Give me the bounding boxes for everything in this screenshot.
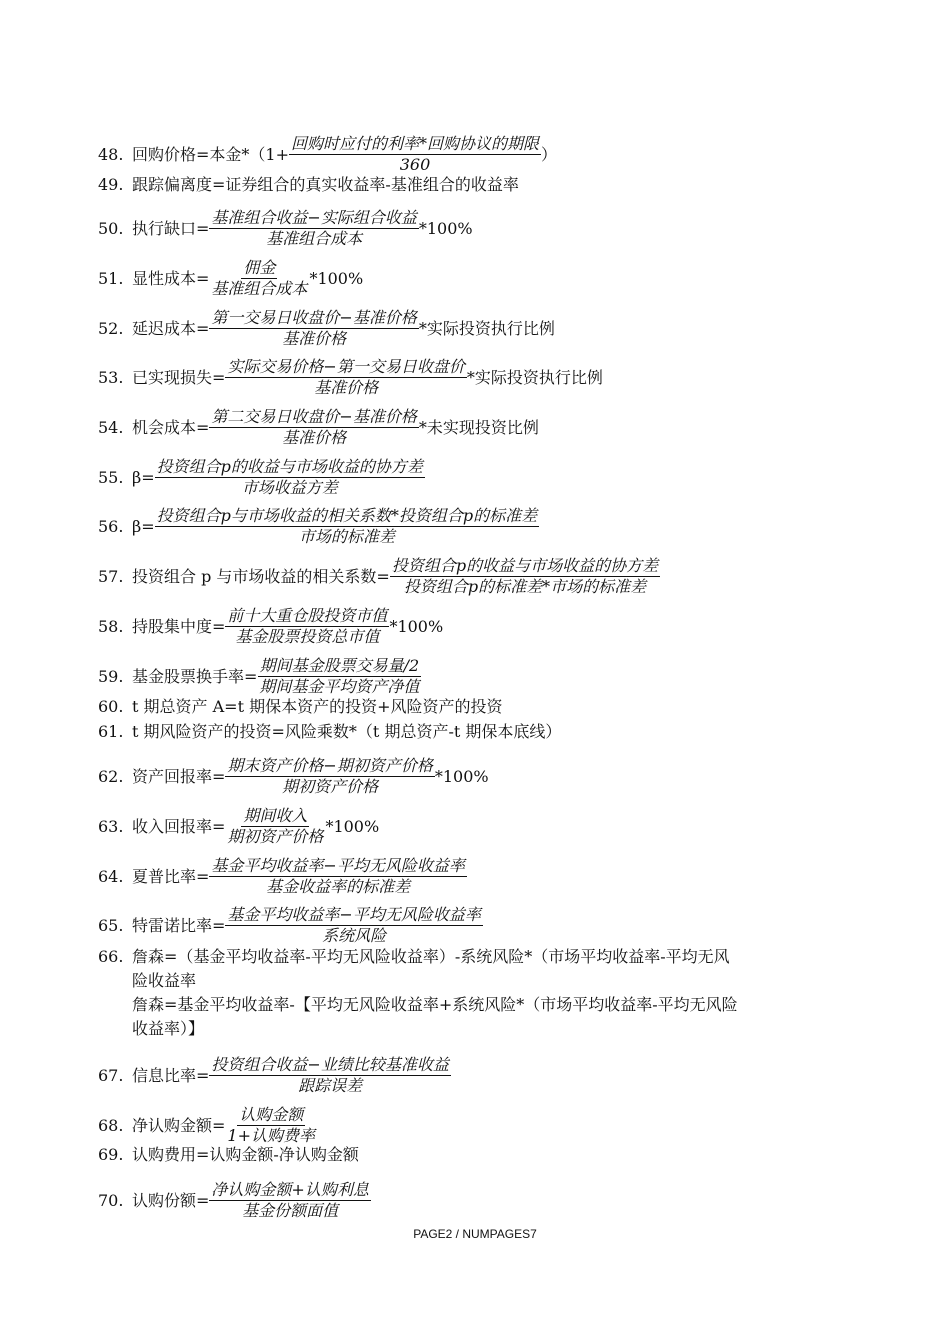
numerator: 第二交易日收盘价−基准价格 xyxy=(211,407,417,426)
item-number: 67. xyxy=(98,1065,124,1085)
denominator: 基金股票投资总市值 xyxy=(235,627,380,646)
fraction xyxy=(209,856,466,897)
formula-item xyxy=(98,695,850,719)
formula-item xyxy=(98,506,850,547)
formula-label: 夏普比率= xyxy=(132,866,210,886)
numerator: 期间基金股票交易量/2 xyxy=(259,656,420,675)
formula-item xyxy=(98,258,850,299)
item-number: 56. xyxy=(98,516,124,536)
formula-body xyxy=(132,856,850,897)
formula-label: 机会成本= xyxy=(132,417,210,437)
fraction xyxy=(225,806,325,847)
numerator: 投资组合p的收益与市场收益的协方差 xyxy=(391,556,659,575)
formula-line: 收益率）】 xyxy=(132,1019,205,1038)
formula-item xyxy=(98,1105,850,1146)
item-number: 51. xyxy=(98,268,124,288)
formula-body xyxy=(132,308,850,349)
fraction xyxy=(390,556,660,597)
item-number: 58. xyxy=(98,616,124,636)
item-number: 69. xyxy=(98,1145,124,1164)
formula-body xyxy=(132,208,850,249)
formula-text: t 期风险资产的投资=风险乘数*（t 期总资产-t 期保本底线） xyxy=(132,722,562,741)
denominator: 基金份额面值 xyxy=(242,1201,339,1220)
item-number: 59. xyxy=(98,666,124,686)
fraction xyxy=(209,258,309,299)
numerator: 期间收入 xyxy=(243,806,308,825)
formula-body xyxy=(132,606,850,647)
formula-item xyxy=(98,606,850,647)
formula-label: 基金股票换手率= xyxy=(132,666,258,686)
formula-line: 詹森=（基金平均收益率-平均无风险收益率）-系统风险*（市场平均收益率-平均无风 xyxy=(132,947,730,966)
item-number: 57. xyxy=(98,566,124,586)
fraction xyxy=(225,606,389,647)
formula-body xyxy=(132,357,850,398)
item-number: 54. xyxy=(98,417,124,437)
formula-suffix: *实际投资执行比例 xyxy=(418,318,555,338)
fraction xyxy=(209,1055,450,1096)
formula-item xyxy=(98,945,850,1041)
item-number: 62. xyxy=(98,766,124,786)
formula-suffix: *100% xyxy=(389,616,444,636)
formula-label: 执行缺口= xyxy=(132,218,210,238)
denominator: 基准价格 xyxy=(282,329,347,348)
item-number: 64. xyxy=(98,866,124,886)
formula-body xyxy=(132,457,850,498)
formula-item xyxy=(98,556,850,597)
formula-item xyxy=(98,720,850,744)
formula-label: 收入回报率= xyxy=(132,816,226,836)
numerator: 投资组合p与市场收益的相关系数*投资组合p的标准差 xyxy=(156,506,538,525)
formula-item xyxy=(98,173,850,197)
formula-label: 投资组合 p 与市场收益的相关系数= xyxy=(132,566,390,586)
denominator: 基准组合成本 xyxy=(211,279,308,298)
formula-suffix: *100% xyxy=(309,268,364,288)
formula-body xyxy=(132,173,850,197)
numerator: 基金平均收益率−平均无风险收益率 xyxy=(227,905,481,924)
formula-text: 跟踪偏离度=证券组合的真实收益率-基准组合的收益率 xyxy=(132,175,519,194)
formula-item xyxy=(98,1055,850,1096)
formula-item xyxy=(98,806,850,847)
formula-body xyxy=(132,258,850,299)
fraction xyxy=(225,357,466,398)
denominator: 基准价格 xyxy=(282,428,347,447)
denominator: 期初资产价格 xyxy=(282,777,379,796)
denominator: 基准组合成本 xyxy=(266,229,363,248)
formula-suffix: *100% xyxy=(434,766,489,786)
numerator: 实际交易价格−第一交易日收盘价 xyxy=(227,357,465,376)
numerator: 投资组合收益−业绩比较基准收益 xyxy=(211,1055,449,1074)
item-number: 49. xyxy=(98,175,124,194)
item-number: 61. xyxy=(98,722,124,741)
formula-label: β= xyxy=(132,516,155,536)
fraction xyxy=(209,308,418,349)
formula-label: 已实现损失= xyxy=(132,367,226,387)
formula-label: 资产回报率= xyxy=(132,766,226,786)
item-number: 50. xyxy=(98,218,124,238)
item-number: 66. xyxy=(98,947,124,966)
numerator: 第一交易日收盘价−基准价格 xyxy=(211,308,417,327)
formula-label: 回购价格=本金*（1+ xyxy=(132,144,289,164)
formula-item xyxy=(98,457,850,498)
denominator: 跟踪误差 xyxy=(298,1076,363,1095)
denominator: 系统风险 xyxy=(322,926,387,945)
fraction xyxy=(209,407,418,448)
formula-label: 净认购金额= xyxy=(132,1115,226,1135)
formula-body xyxy=(132,1180,850,1221)
formula-body xyxy=(132,656,850,697)
fraction xyxy=(209,1180,370,1221)
fraction xyxy=(257,656,421,697)
formula-item xyxy=(98,357,850,398)
formula-label: β= xyxy=(132,467,155,487)
formula-text: 认购费用=认购金额-净认购金额 xyxy=(132,1145,359,1164)
numerator: 期末资产价格−期初资产价格 xyxy=(227,756,433,775)
formula-item xyxy=(98,308,850,349)
formula-body xyxy=(132,905,850,946)
formula-body xyxy=(132,806,850,847)
denominator: 市场的标准差 xyxy=(298,527,395,546)
formula-body xyxy=(132,1143,850,1167)
item-number: 63. xyxy=(98,816,124,836)
formula-line: 险收益率 xyxy=(132,971,197,990)
formula-item xyxy=(98,407,850,448)
numerator: 净认购金额+认购利息 xyxy=(211,1180,369,1199)
formula-item xyxy=(98,1143,850,1167)
fraction xyxy=(155,457,425,498)
formula-item xyxy=(98,656,850,697)
formula-body xyxy=(132,556,850,597)
denominator: 投资组合p的标准差*市场的标准差 xyxy=(403,577,647,596)
item-number: 60. xyxy=(98,697,124,716)
denominator: 期间基金平均资产净值 xyxy=(259,677,420,696)
item-number: 48. xyxy=(98,144,124,164)
formula-item xyxy=(98,134,850,175)
formula-item xyxy=(98,1180,850,1221)
fraction xyxy=(225,905,482,946)
denominator: 市场收益方差 xyxy=(241,478,338,497)
formula-suffix: ） xyxy=(541,144,558,164)
formula-item xyxy=(98,856,850,897)
item-number: 68. xyxy=(98,1115,124,1135)
formula-label: 特雷诺比率= xyxy=(132,915,226,935)
formula-text: t 期总资产 A=t 期保本资产的投资+风险资产的投资 xyxy=(132,697,503,716)
fraction xyxy=(155,506,540,547)
formula-suffix: *实际投资执行比例 xyxy=(466,367,603,387)
item-number: 55. xyxy=(98,467,124,487)
formula-body xyxy=(132,407,850,448)
formula-item xyxy=(98,208,850,249)
formula-body xyxy=(132,1055,850,1096)
formula-body xyxy=(132,945,850,1041)
fraction xyxy=(225,756,434,797)
formula-item xyxy=(98,756,850,797)
denominator: 360 xyxy=(399,155,431,174)
fraction xyxy=(209,208,418,249)
formula-label: 持股集中度= xyxy=(132,616,226,636)
denominator: 1+认购费率 xyxy=(227,1126,316,1145)
formula-label: 延迟成本= xyxy=(132,318,210,338)
item-number: 65. xyxy=(98,915,124,935)
numerator: 回购时应付的利率*回购协议的期限 xyxy=(291,134,540,153)
formula-body xyxy=(132,720,850,744)
numerator: 基准组合收益−实际组合收益 xyxy=(211,208,417,227)
item-number: 70. xyxy=(98,1190,124,1210)
numerator: 投资组合p的收益与市场收益的协方差 xyxy=(156,457,423,476)
denominator: 基准价格 xyxy=(314,378,379,397)
item-number: 53. xyxy=(98,367,124,387)
formula-suffix: *100% xyxy=(418,218,473,238)
numerator: 基金平均收益率−平均无风险收益率 xyxy=(211,856,465,875)
formula-body xyxy=(132,695,850,719)
numerator: 佣金 xyxy=(243,258,276,277)
denominator: 期初资产价格 xyxy=(227,827,324,846)
formula-suffix: *100% xyxy=(325,816,380,836)
numerator: 前十大重仓股投资市值 xyxy=(227,606,388,625)
formula-item xyxy=(98,905,850,946)
denominator: 基金收益率的标准差 xyxy=(266,877,411,896)
formula-label: 显性成本= xyxy=(132,268,210,288)
formula-line: 詹森=基金平均收益率-【平均无风险收益率+系统风险*（市场平均收益率-平均无风险 xyxy=(132,995,738,1014)
formula-suffix: *未实现投资比例 xyxy=(418,417,539,437)
fraction xyxy=(289,134,541,175)
formula-body xyxy=(132,134,850,175)
numerator: 认购金额 xyxy=(239,1105,304,1124)
formula-body xyxy=(132,506,850,547)
formula-body xyxy=(132,1105,850,1146)
formula-body xyxy=(132,756,850,797)
formula-label: 信息比率= xyxy=(132,1065,210,1085)
page-footer: PAGE2 / NUMPAGES7 xyxy=(413,1227,537,1241)
formula-label: 认购份额= xyxy=(132,1190,210,1210)
fraction xyxy=(225,1105,317,1146)
item-number: 52. xyxy=(98,318,124,338)
